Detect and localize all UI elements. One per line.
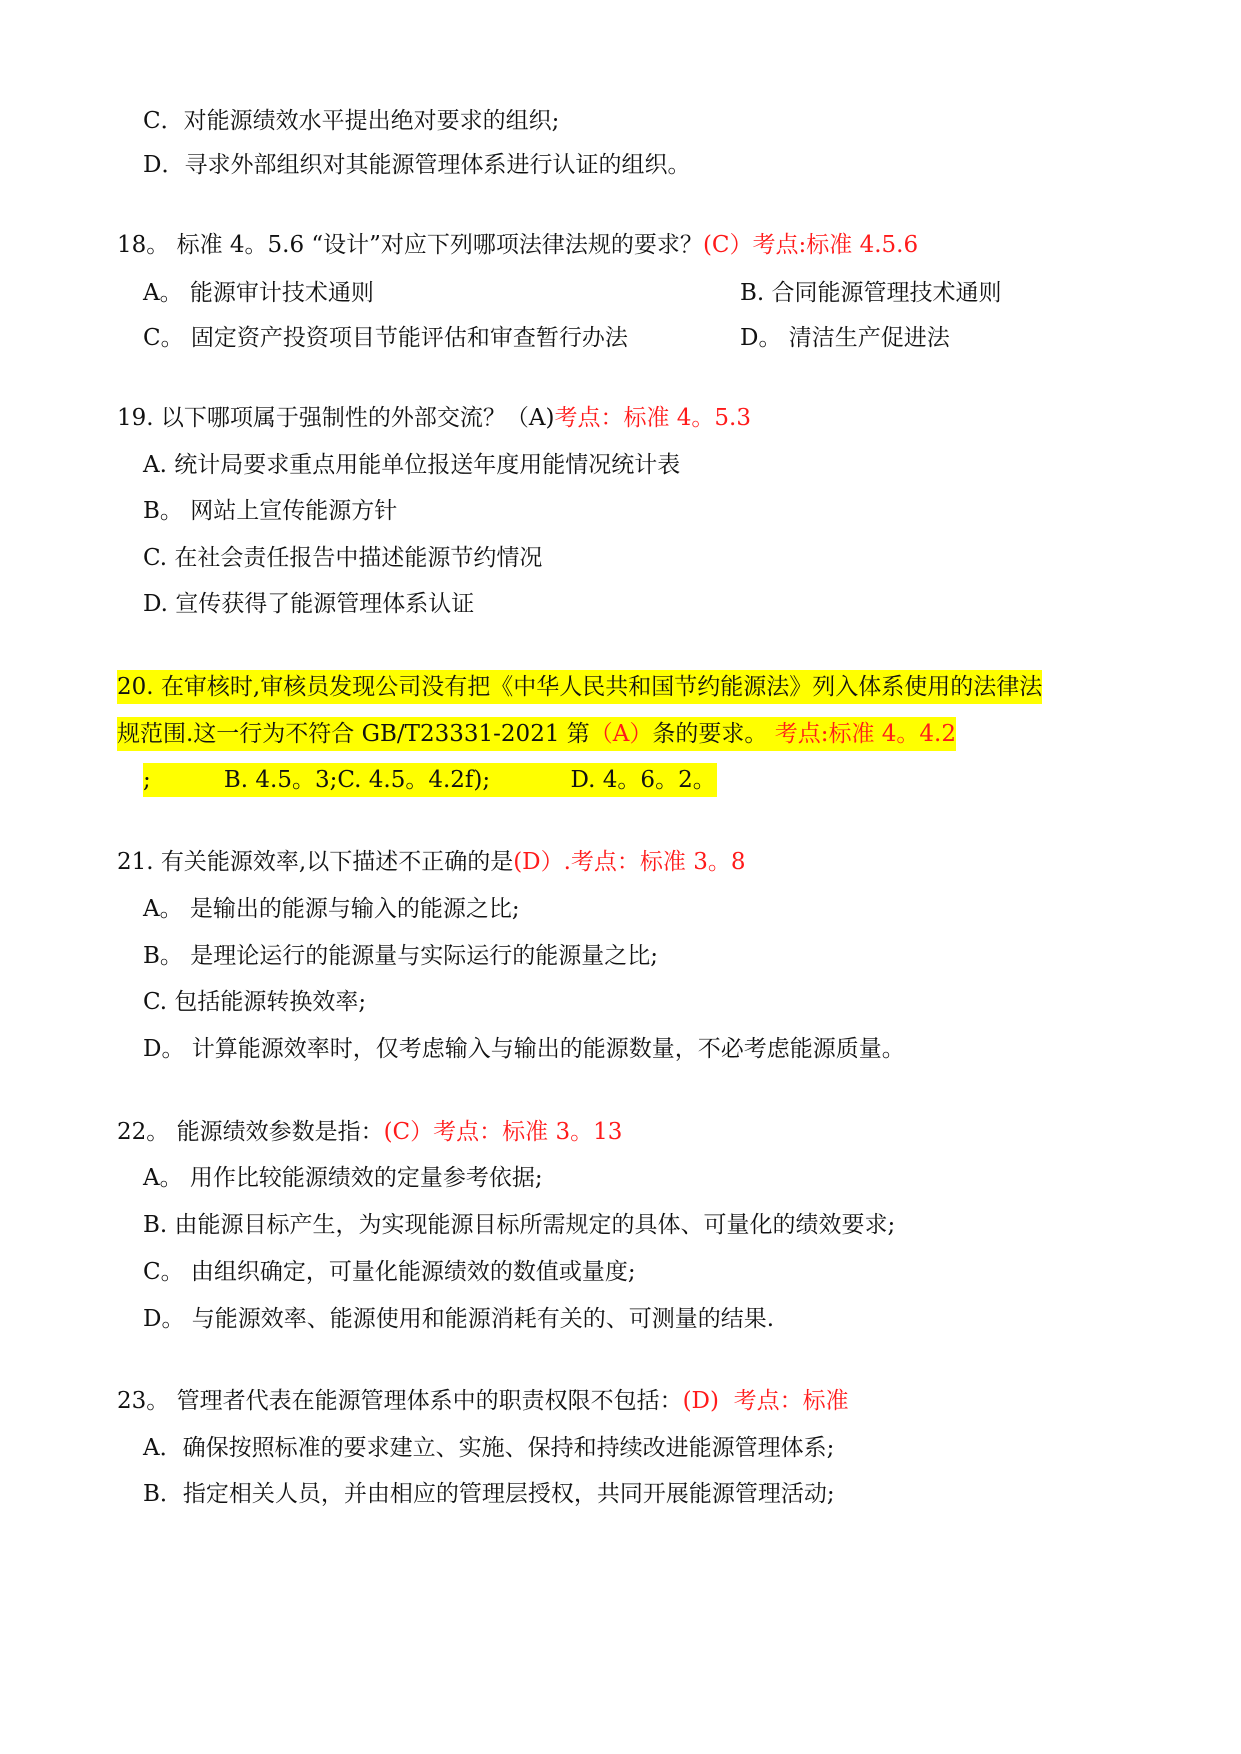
q18-answer: (C）考点:标准 4.5.6	[702, 232, 919, 258]
q19-answer: 考点：标准 4。5.3	[554, 405, 752, 431]
q23-stem	[117, 1384, 849, 1418]
q22-option-a: A。 用作比较能源绩效的定量参考依据;	[143, 1165, 543, 1191]
q17-option-d: D．寻求外部组织对其能源管理体系进行认证的组织。	[143, 152, 691, 178]
q23-answer: (D) 考点：标准	[682, 1388, 849, 1414]
q21-option-b: B。 是理论运行的能源量与实际运行的能源量之比;	[143, 943, 658, 969]
q20-options: ; B. 4.5。3;C. 4.5。4.2f); D. 4。6。2。	[143, 763, 717, 797]
q17-option-c: C．对能源绩效水平提出绝对要求的组织;	[143, 108, 560, 134]
q19-stem-text: 19. 以下哪项属于强制性的外部交流？（A)	[117, 405, 555, 431]
q22-answer: (C）考点：标准 3。13	[383, 1119, 623, 1145]
q18-option-c: C。 固定资产投资项目节能评估和审查暂行办法	[143, 325, 628, 351]
q20-stem-line1: 20. 在审核时,审核员发现公司没有把《中华人民共和国节约能源法》列入体系使用的法律法	[117, 670, 1042, 704]
q20-answer: （A）	[589, 721, 653, 747]
q20-focus: 考点:标准 4。4.2	[774, 721, 956, 747]
q22-option-b: B. 由能源目标产生，为实现能源目标所需规定的具体、可量化的绩效要求;	[143, 1212, 896, 1238]
q21-option-c: C. 包括能源转换效率;	[143, 989, 367, 1015]
q22-option-c: C。 由组织确定，可量化能源绩效的数值或量度;	[143, 1259, 636, 1285]
q22-option-d: D。 与能源效率、能源使用和能源消耗有关的、可测量的结果.	[143, 1306, 775, 1332]
q23-stem-text: 23。 管理者代表在能源管理体系中的职责权限不包括：	[117, 1388, 683, 1414]
q20-stem-line2	[117, 717, 956, 751]
q21-answer: (D）.考点：标准 3。8	[513, 849, 746, 875]
q18-stem	[117, 228, 918, 262]
q19-option-b: B。 网站上宣传能源方针	[143, 498, 398, 524]
q19-option-c: C. 在社会责任报告中描述能源节约情况	[143, 545, 543, 571]
q21-option-d: D。 计算能源效率时，仅考虑输入与输出的能源数量，不必考虑能源质量。	[143, 1036, 905, 1062]
q19-option-a: A. 统计局要求重点用能单位报送年度用能情况统计表	[143, 452, 681, 478]
q19-stem	[117, 401, 751, 435]
q19-option-d: D. 宣传获得了能源管理体系认证	[143, 591, 475, 617]
q20-stem-suffix: 条的要求。	[652, 721, 775, 747]
q21-stem	[117, 845, 746, 879]
q22-stem-text: 22。 能源绩效参数是指：	[117, 1119, 384, 1145]
q21-stem-text: 21. 有关能源效率,以下描述不正确的是	[117, 849, 514, 875]
q18-option-a: A。 能源审计技术通则	[143, 280, 374, 306]
q18-option-b: B. 合同能源管理技术通则	[740, 280, 1002, 306]
q22-stem	[117, 1115, 622, 1149]
q20-stem-text: 规范围.这一行为不符合 GB/T23331-2021 第	[117, 721, 590, 747]
q21-option-a: A。 是输出的能源与输入的能源之比;	[143, 896, 520, 922]
q23-option-a: A．确保按照标准的要求建立、实施、保持和持续改进能源管理体系;	[143, 1435, 835, 1461]
q18-option-d: D。 清洁生产促进法	[740, 325, 950, 351]
q23-option-b: B．指定相关人员，并由相应的管理层授权，共同开展能源管理活动;	[143, 1481, 835, 1507]
q18-stem-text: 18。 标准 4。5.6 “设计”对应下列哪项法律法规的要求？	[117, 232, 703, 258]
